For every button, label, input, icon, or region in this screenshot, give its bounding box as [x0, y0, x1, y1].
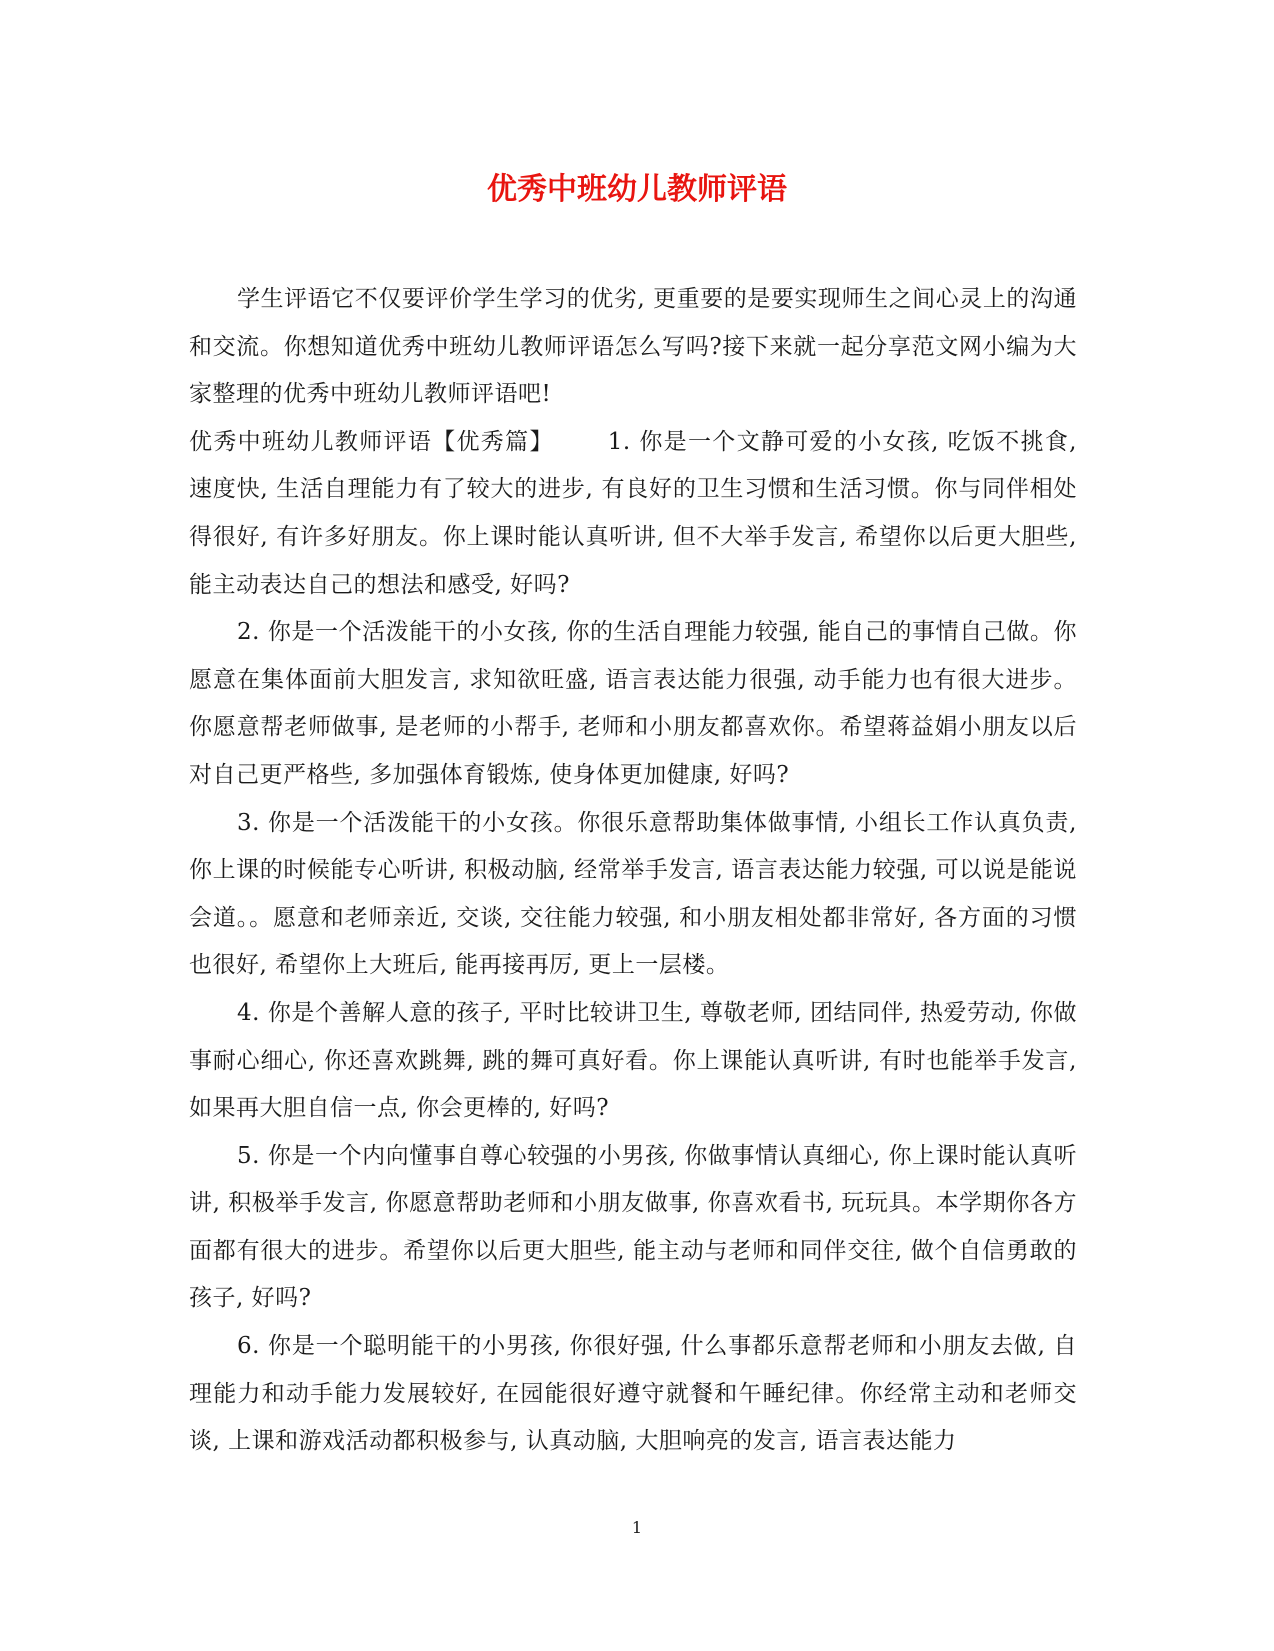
section-paragraph [189, 419, 1077, 609]
document-body [189, 276, 1077, 1466]
comment-item-1: 1. 你是一个文静可爱的小女孩, 吃饭不挑食, 速度快, 生活自理能力有了较大的进步, 有良好的卫生习惯和生活习惯。你与同伴相处得很好, 有许多好朋友。你上课时能认真听讲, 但不大举手发言, 希望你以后更大胆些, 能主动表达自己的想法和感受, 好吗? [189, 428, 1077, 598]
section-heading: 优秀中班幼儿教师评语【优秀篇】 [189, 428, 554, 455]
comment-item-2: 2. 你是一个活泼能干的小女孩, 你的生活自理能力较强, 能自己的事情自己做。你愿意在集体面前大胆发言, 求知欲旺盛, 语言表达能力很强, 动手能力也有很大进步。你愿意帮老师做事, 是老师的小帮手, 老师和小朋友都喜欢你。希望蒋益娟小朋友以后对自己更严格些, 多加强体育锻炼, 使身体更加健康, 好吗? [189, 619, 1077, 788]
page-number: 1 [631, 1518, 643, 1537]
comment-item-5: 5. 你是一个内向懂事自尊心较强的小男孩, 你做事情认真细心, 你上课时能认真听讲, 积极举手发言, 你愿意帮助老师和小朋友做事, 你喜欢看书, 玩玩具。本学期你各方面都有很大的进步。希望你以后更大胆些, 能主动与老师和同伴交往, 做个自信勇敢的孩子, 好吗? [189, 1142, 1077, 1312]
intro-paragraph: 学生评语它不仅要评价学生学习的优劣, 更重要的是要实现师生之间心灵上的沟通和交流。你想知道优秀中班幼儿教师评语怎么写吗?接下来就一起分享范文网小编为大家整理的优秀中班幼儿教师评语吧! [189, 286, 1077, 408]
comment-item-4: 4. 你是个善解人意的孩子, 平时比较讲卫生, 尊敬老师, 团结同伴, 热爱劳动, 你做事耐心细心, 你还喜欢跳舞, 跳的舞可真好看。你上课能认真听讲, 有时也能举手发言, 如果再大胆自信一点, 你会更棒的, 好吗? [189, 999, 1077, 1122]
comment-item-6: 6. 你是一个聪明能干的小男孩, 你很好强, 什么事都乐意帮老师和小朋友去做, 自理能力和动手能力发展较好, 在园能很好遵守就餐和午睡纪律。你经常主动和老师交谈, 上课和游戏活动都积极参与, 认真动脑, 大胆响亮的发言, 语言表达能力 [189, 1333, 1077, 1455]
document-title: 优秀中班幼儿教师评语 [487, 172, 787, 207]
comment-item-3: 3. 你是一个活泼能干的小女孩。你很乐意帮助集体做事情, 小组长工作认真负责, 你上课的时候能专心听讲, 积极动脑, 经常举手发言, 语言表达能力较强, 可以说是能说会道。。愿意和老师亲近, 交谈, 交往能力较强, 和小朋友相处都非常好, 各方面的习惯也很好, 希望你上大班后, 能再接再厉, 更上一层楼。 [189, 809, 1077, 979]
